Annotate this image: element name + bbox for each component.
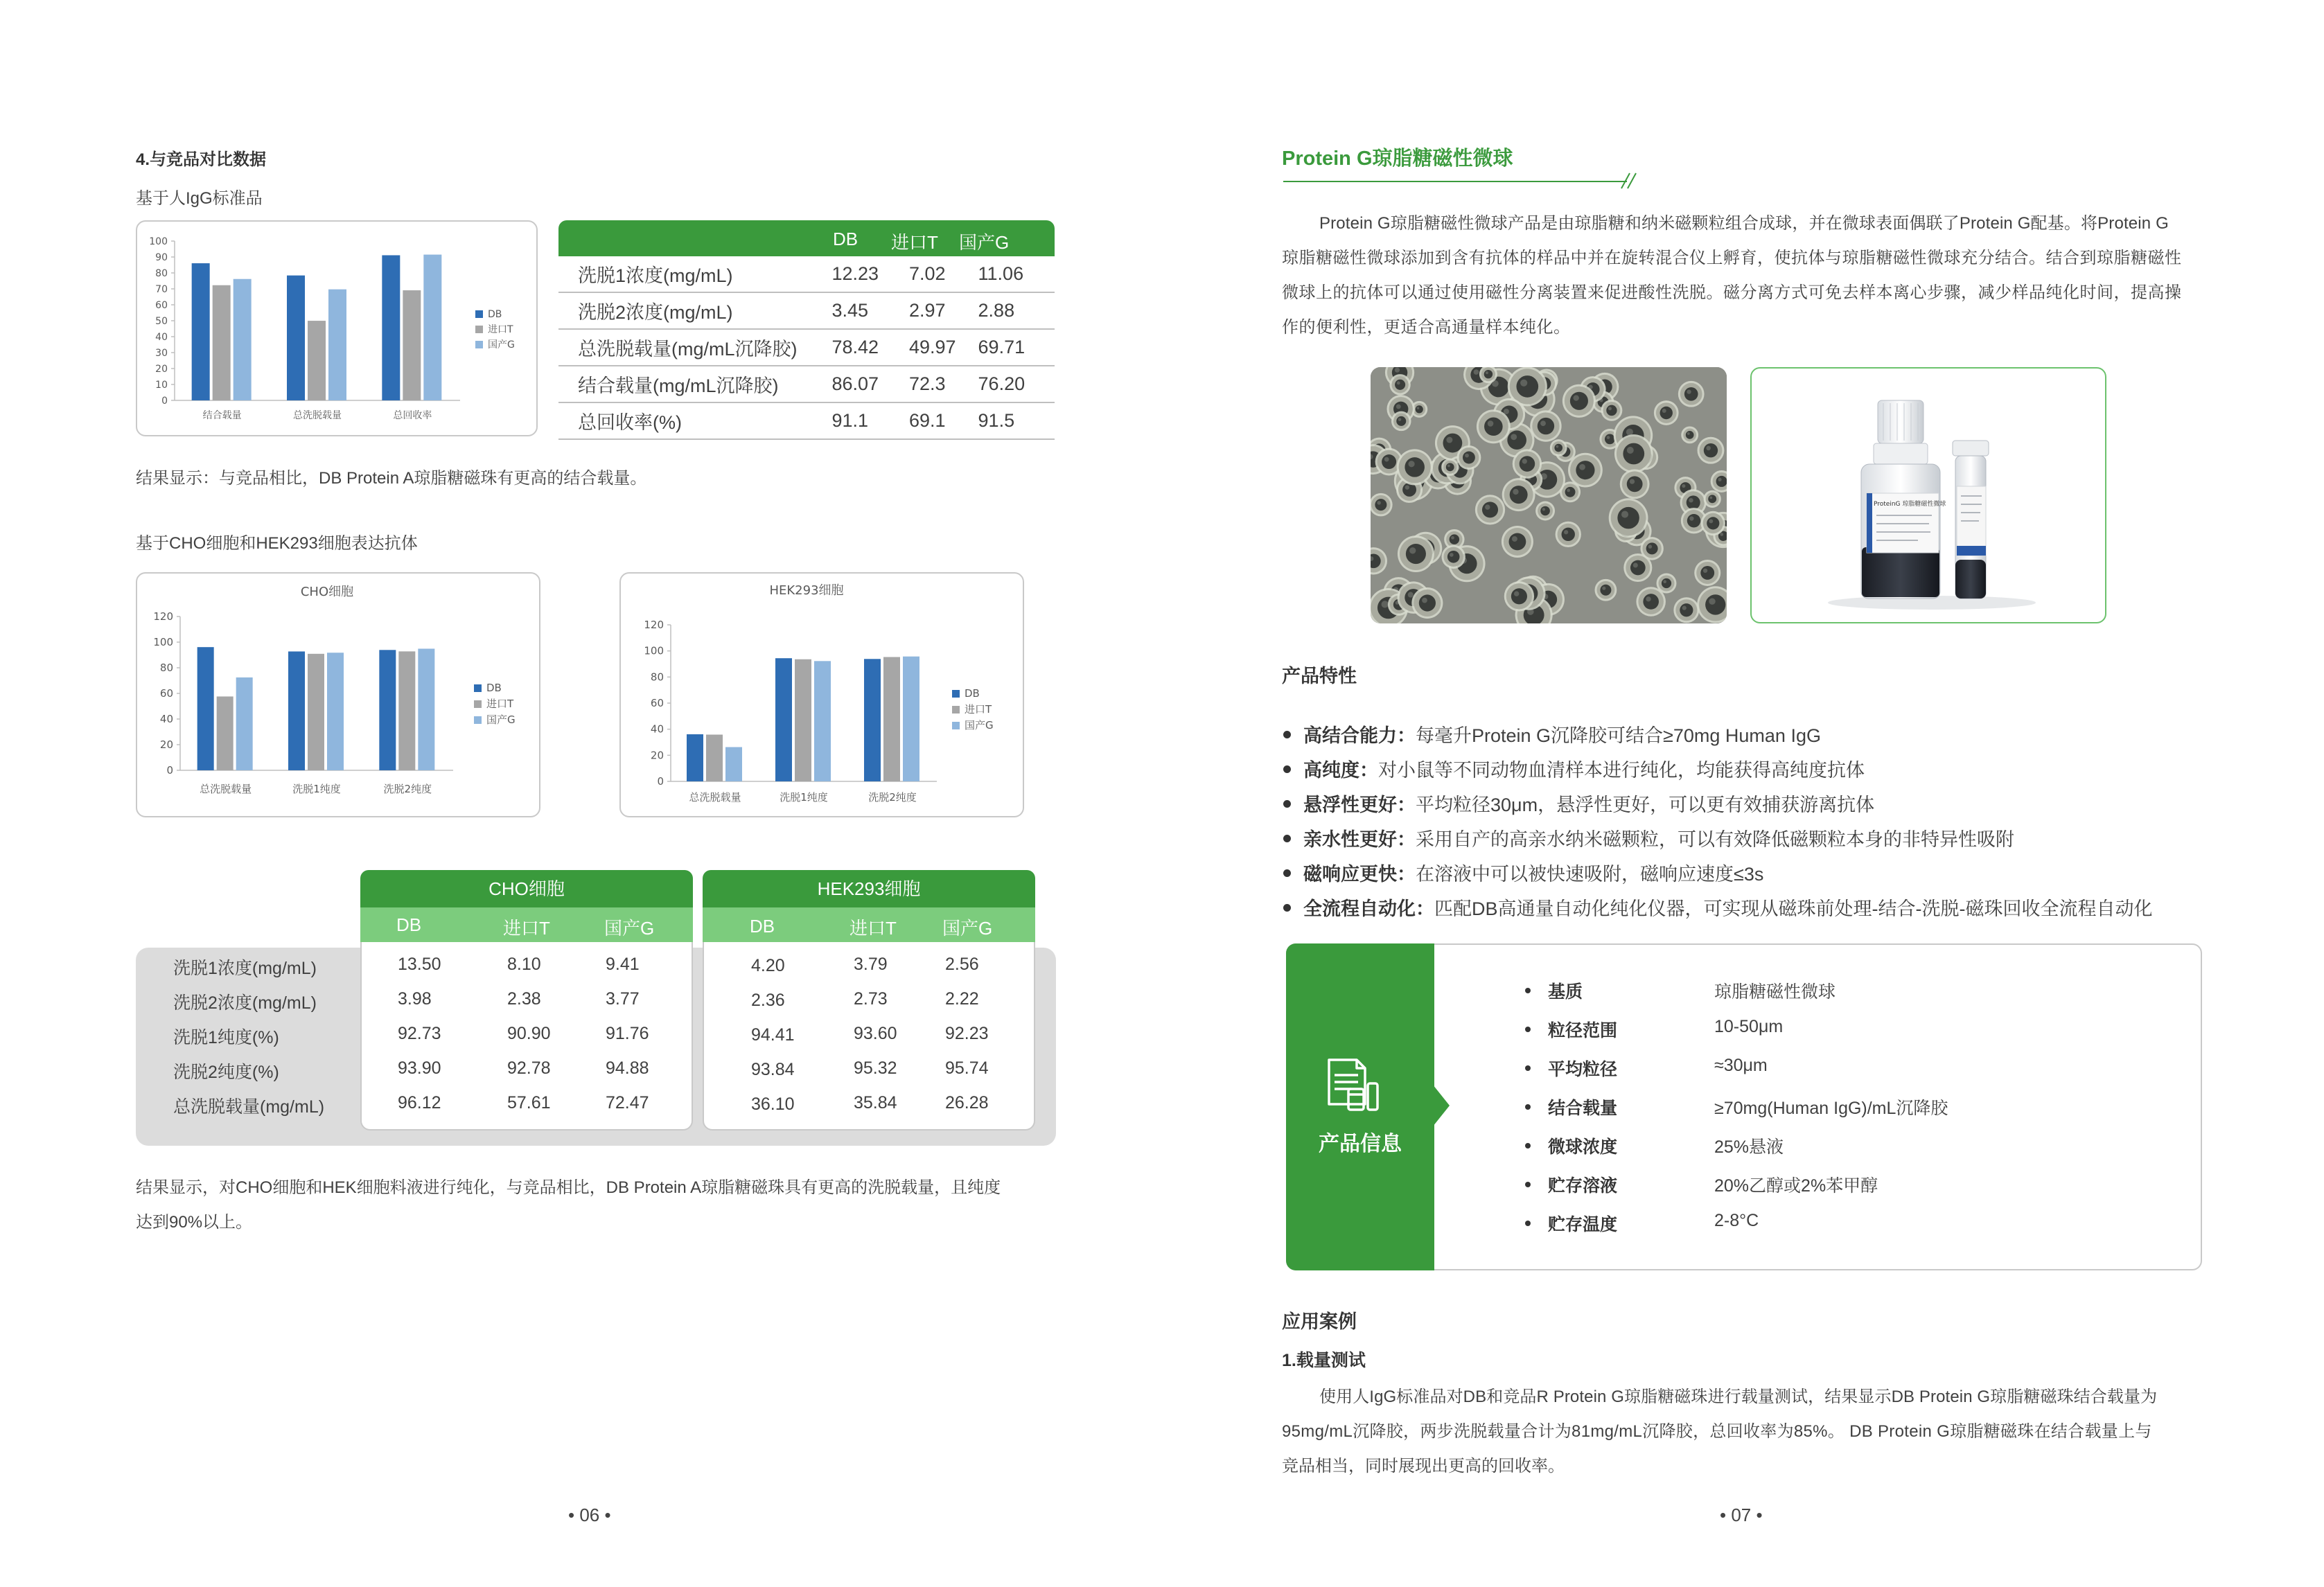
hek-header-domestic: 国产G (942, 918, 993, 939)
cho-table-title: CHO细胞 (360, 870, 693, 907)
bar-进口T (308, 654, 324, 770)
cell-value: 69.71 (978, 329, 1055, 366)
hek-cell-value: 36.10 (751, 1094, 795, 1114)
cell-value: 86.07 (831, 366, 908, 402)
microscope-image (1371, 367, 1727, 623)
y-tick-label: 60 (155, 300, 168, 311)
x-tick-label: 结合载量 (202, 410, 242, 421)
feature-key: 悬浮性更好： (1303, 795, 1416, 815)
legend-swatch (474, 716, 482, 724)
bar-进口T (217, 696, 234, 770)
igg-table-body (558, 256, 1055, 440)
y-tick-label: 20 (650, 749, 664, 762)
legend-label: DB (488, 309, 502, 320)
bar-DB (197, 647, 214, 770)
table-row (558, 256, 1055, 292)
legend-label: 国产G (486, 713, 516, 726)
table-row (558, 402, 1055, 439)
bar-进口T (795, 659, 811, 781)
cho-bar-chart (137, 574, 539, 816)
cell-value: 91.5 (978, 402, 1055, 439)
feature-key: 高纯度： (1303, 760, 1378, 781)
bottle-label-text: ProteinG 琼脂糖磁性微球 (1874, 501, 1946, 508)
app-text-line-2: 95mg/mL沉降胶，两步洗脱载量合计为81mg/mL沉降胶，总回收率为85%。 DB Protein G琼脂糖磁珠在结合载量上与 (1282, 1422, 2152, 1441)
hek-cell-value: 3.79 (854, 955, 888, 974)
legend-label: DB (486, 682, 502, 694)
bar-进口T (883, 657, 900, 781)
legend-label: 国产G (488, 339, 515, 351)
bullet-icon (1283, 904, 1291, 912)
cell-value: 2.88 (978, 292, 1055, 329)
igg-header-db: DB (833, 229, 859, 249)
table-row (558, 292, 1055, 329)
hek-cell-value: 92.23 (945, 1024, 989, 1043)
cell-value: 78.42 (831, 329, 908, 366)
info-key: 贮存温度 (1548, 1215, 1618, 1234)
bar-DB (687, 734, 703, 781)
x-tick-label: 总洗脱载量 (293, 410, 342, 421)
bar-DB (382, 255, 400, 400)
bottle-illustration (1752, 369, 2105, 622)
cho-cell-value: 3.77 (606, 989, 640, 1009)
x-tick-label: 总洗脱载量 (689, 791, 741, 804)
info-value: ≥70mg(Human IgG)/mL沉降胶 (1714, 1099, 1948, 1118)
bar-进口T (213, 285, 231, 400)
feature-value: 每毫升Protein G沉降胶可结合≥70mg Human IgG (1416, 725, 1821, 746)
chart-title: HEK293细胞 (769, 583, 844, 598)
cell-value: 3.45 (831, 292, 908, 329)
hek-cell-value: 35.84 (854, 1093, 897, 1112)
legend-label: 进口T (965, 703, 992, 716)
intro-line-1: Protein G琼脂糖磁性微球产品是由琼脂糖和纳米磁颗粒组合成球，并在微球表面偶联了Protein G配基。将Protein G (1319, 214, 2169, 233)
product-title: Protein G琼脂糖磁性微球 (1282, 148, 1513, 170)
info-arrow-icon (1433, 1085, 1451, 1126)
cho-cell-value: 72.47 (606, 1093, 649, 1112)
feature-key: 磁响应更快： (1303, 864, 1416, 885)
chart-title: CHO细胞 (300, 585, 354, 599)
bullet-icon (1525, 1027, 1531, 1032)
y-tick-label: 40 (159, 713, 173, 725)
cell-table-row-label: 洗脱1浓度(mg/mL) (173, 959, 317, 978)
y-tick-label: 80 (159, 662, 173, 674)
y-tick-label: 80 (650, 671, 664, 684)
hek-cell-value: 93.84 (751, 1060, 795, 1079)
legend-label: 进口T (488, 324, 513, 335)
y-tick-label: 0 (657, 775, 664, 788)
bullet-icon (1283, 835, 1291, 842)
feature-value: 对小鼠等不同动物血清样本进行纯化，均能获得高纯度抗体 (1378, 760, 1865, 781)
feature-value: 采用自产的高亲水纳米磁颗粒，可以有效降低磁颗粒本身的非特异性吸附 (1416, 829, 2014, 850)
hek-table-title: HEK293细胞 (703, 870, 1035, 907)
table-row (558, 329, 1055, 366)
info-key: 结合载量 (1548, 1099, 1618, 1118)
feature-value: 平均粒径30μm，悬浮性更好，可以更有效捕获游离抗体 (1416, 795, 1875, 815)
subtitle-cell: 基于CHO细胞和HEK293细胞表达抗体 (136, 534, 418, 553)
cho-cell-value: 2.38 (507, 989, 541, 1009)
igg-header-domestic: 国产G (959, 232, 1010, 253)
cell-value: 7.02 (908, 256, 978, 292)
cell-value: 49.97 (908, 329, 978, 366)
info-value: ≈30μm (1714, 1056, 1768, 1075)
y-tick-label: 90 (155, 252, 168, 263)
intro-line-4: 作的便利性，更适合高通量样本纯化。 (1282, 318, 1571, 337)
y-tick-label: 40 (155, 332, 168, 343)
x-tick-label: 洗脱2纯度 (868, 791, 917, 804)
bar-进口T (403, 290, 421, 400)
x-tick-label: 洗脱2纯度 (383, 783, 432, 795)
bar-国产G (814, 661, 831, 781)
info-key: 平均粒径 (1548, 1060, 1618, 1079)
y-tick-label: 20 (159, 738, 173, 751)
cho-cell-value: 94.88 (606, 1058, 649, 1078)
x-tick-label: 洗脱1纯度 (292, 783, 341, 795)
y-tick-label: 120 (153, 610, 173, 623)
cho-chart-card (136, 572, 540, 817)
y-tick-label: 80 (155, 268, 168, 279)
info-key: 微球浓度 (1548, 1137, 1618, 1157)
result-1: 结果显示：与竞品相比，DB Protein A琼脂糖磁珠有更高的结合载量。 (136, 469, 647, 488)
bullet-icon (1283, 800, 1291, 808)
info-key: 基质 (1548, 982, 1583, 1002)
hek-cell-value: 2.73 (854, 989, 888, 1009)
y-tick-label: 20 (155, 364, 168, 375)
y-tick-label: 40 (650, 722, 664, 736)
hek-cell-value: 94.41 (751, 1025, 795, 1045)
table-row (558, 366, 1055, 402)
bar-DB (287, 276, 305, 400)
y-tick-label: 0 (161, 396, 168, 407)
cho-cell-value: 92.78 (507, 1058, 551, 1078)
row-label: 总洗脱载量(mg/mL沉降胶) (558, 329, 831, 366)
bar-国产G (725, 747, 742, 781)
application-subtitle: 1.载量测试 (1282, 1351, 1366, 1370)
legend-swatch (952, 690, 960, 698)
legend-swatch (474, 684, 482, 692)
bar-国产G (423, 255, 441, 400)
hek-chart-card (619, 572, 1024, 817)
bar-国产G (327, 653, 344, 770)
cho-header-import: 进口T (503, 918, 550, 939)
feature-item (1283, 859, 1763, 886)
legend-swatch (475, 341, 483, 348)
bullet-icon (1283, 731, 1291, 738)
hek-cell-value: 93.60 (854, 1024, 897, 1043)
hek-cell-value: 4.20 (751, 956, 785, 975)
cho-cell-value: 13.50 (398, 955, 441, 974)
igg-bar-chart (137, 222, 536, 435)
cho-cell-value: 9.41 (606, 955, 640, 974)
microsphere-micrograph (1371, 367, 1727, 623)
y-tick-label: 50 (155, 316, 168, 327)
bar-国产G (903, 657, 919, 781)
legend-label: 进口T (486, 698, 514, 710)
x-tick-label: 总回收率 (393, 410, 432, 421)
bar-进口T (308, 321, 326, 400)
y-tick-label: 60 (650, 697, 664, 709)
intro-line-3: 微球上的抗体可以通过使用磁性分离装置来促进酸性洗脱。磁分离方式可免去样本离心步骤，减少样品纯化时间，提高操 (1282, 283, 2182, 302)
cell-value: 11.06 (978, 256, 1055, 292)
bar-DB (192, 263, 210, 400)
igg-header-import: 进口T (891, 232, 938, 253)
bar-DB (379, 650, 396, 770)
section-title: 4.与竞品对比数据 (136, 150, 267, 169)
hek-header-import: 进口T (850, 918, 897, 939)
legend-swatch (475, 310, 483, 318)
application-title: 应用案例 (1282, 1311, 1357, 1332)
cell-value: 72.3 (908, 366, 978, 402)
y-tick-label: 0 (166, 764, 173, 777)
feature-item (1283, 894, 2152, 921)
row-label: 洗脱1浓度(mg/mL) (558, 256, 831, 292)
result-2-line1: 结果显示，对CHO细胞和HEK细胞料液进行纯化，与竞品相比，DB Protein A琼脂糖磁珠具有更高的洗脱载量，且纯度 (136, 1178, 1001, 1197)
feature-item (1283, 755, 1865, 782)
bullet-icon (1525, 1104, 1531, 1110)
y-tick-label: 70 (155, 284, 168, 295)
hek-cell-value: 95.74 (945, 1058, 989, 1078)
hek-table-subheader (703, 907, 1035, 942)
y-tick-label: 100 (149, 236, 168, 247)
page-number-right: • 07 • (1720, 1505, 1763, 1525)
legend-label: DB (965, 687, 980, 700)
bar-DB (775, 658, 792, 781)
title-underline (1282, 163, 1642, 195)
hek-cell-value: 2.36 (751, 991, 785, 1010)
bullet-icon (1283, 765, 1291, 773)
y-tick-label: 100 (644, 644, 664, 657)
cell-value: 2.97 (908, 292, 978, 329)
product-photo (1750, 367, 2106, 623)
legend-label: 国产G (965, 719, 994, 732)
feature-key: 高结合能力： (1303, 725, 1416, 746)
feature-item (1283, 824, 2014, 851)
document-icon (1323, 1054, 1393, 1117)
feature-value: 在溶液中可以被快速吸附，磁响应速度≤3s (1416, 864, 1764, 885)
cell-table-row-label: 洗脱2浓度(mg/mL) (173, 993, 317, 1013)
info-value: 20%乙醇或2%苯甲醇 (1714, 1176, 1878, 1196)
subtitle-igg: 基于人IgG标准品 (136, 189, 263, 208)
bar-国产G (328, 290, 346, 400)
bullet-icon (1525, 1182, 1531, 1187)
feature-item (1283, 720, 1821, 747)
x-tick-label: 洗脱1纯度 (780, 791, 828, 804)
cell-value: 69.1 (908, 402, 978, 439)
hek-header-db: DB (750, 916, 775, 937)
bullet-icon (1525, 988, 1531, 993)
cho-cell-value: 93.90 (398, 1058, 441, 1078)
x-tick-label: 总洗脱载量 (200, 783, 252, 795)
product-info-title: 产品信息 (1319, 1133, 1402, 1155)
bar-国产G (234, 279, 252, 400)
cho-cell-value: 3.98 (398, 989, 432, 1009)
cho-header-db: DB (396, 914, 422, 935)
hek-cell-value: 26.28 (945, 1093, 989, 1112)
hek-bar-chart (621, 574, 1023, 816)
bar-DB (288, 651, 305, 770)
feature-value: 匹配DB高通量自动化纯化仪器，可实现从磁珠前处理-结合-洗脱-磁珠回收全流程自动化 (1434, 898, 2153, 919)
row-label: 结合载量(mg/mL沉降胶) (558, 366, 831, 402)
legend-swatch (952, 722, 960, 729)
info-value: 琼脂糖磁性微球 (1714, 982, 1836, 1002)
feature-item (1283, 790, 1874, 817)
hek-cell-value: 2.22 (945, 989, 979, 1009)
bullet-icon (1283, 869, 1291, 877)
bar-进口T (398, 651, 415, 770)
y-tick-label: 30 (155, 348, 168, 359)
legend-swatch (475, 326, 483, 333)
hek-cell-value: 95.32 (854, 1058, 897, 1078)
cho-cell-value: 92.73 (398, 1024, 441, 1043)
app-text-line-3: 竞品相当，同时展现出更高的回收率。 (1282, 1457, 1565, 1475)
bar-国产G (418, 648, 434, 770)
cell-table-row-label: 洗脱2纯度(%) (173, 1063, 279, 1082)
y-tick-label: 60 (159, 687, 173, 700)
info-value: 2-8°C (1714, 1211, 1759, 1230)
cho-table-subheader (360, 907, 693, 942)
bullet-icon (1525, 1065, 1531, 1071)
info-value: 25%悬液 (1714, 1137, 1784, 1157)
igg-chart-card (136, 220, 538, 436)
hek-cell-value: 2.56 (945, 955, 979, 974)
app-text-line-1: 使用人IgG标准品对DB和竞品R Protein G琼脂糖磁珠进行载量测试，结果显示DB Protein G琼脂糖磁珠结合载量为 (1319, 1387, 2158, 1406)
feature-key: 全流程自动化： (1303, 898, 1434, 919)
cho-cell-value: 96.12 (398, 1093, 441, 1112)
cho-cell-value: 8.10 (507, 955, 541, 974)
cell-table-row-label: 总洗脱载量(mg/mL) (173, 1097, 325, 1117)
igg-table (558, 220, 1055, 440)
info-value: 10-50μm (1714, 1017, 1784, 1036)
info-key: 贮存溶液 (1548, 1176, 1618, 1196)
cho-cell-value: 57.61 (507, 1093, 551, 1112)
intro-line-2: 琼脂糖磁性微球添加到含有抗体的样品中并在旋转混合仪上孵育，使抗体与琼脂糖磁性微球充分结合。结合到琼脂糖磁性 (1282, 249, 2182, 267)
info-key: 粒径范围 (1548, 1021, 1618, 1040)
legend-swatch (474, 700, 482, 708)
cell-table-row-label: 洗脱1纯度(%) (173, 1028, 279, 1047)
bar-国产G (236, 677, 253, 770)
bullet-icon (1525, 1221, 1531, 1226)
legend-swatch (952, 706, 960, 713)
bullet-icon (1525, 1143, 1531, 1149)
features-title: 产品特性 (1282, 666, 1357, 686)
cho-cell-value: 90.90 (507, 1024, 551, 1043)
bar-进口T (706, 735, 723, 781)
result-2-line2: 达到90%以上。 (136, 1213, 253, 1232)
y-tick-label: 120 (644, 619, 664, 631)
y-tick-label: 10 (155, 380, 168, 391)
y-tick-label: 100 (153, 636, 173, 648)
cell-value: 12.23 (831, 256, 908, 292)
cho-header-domestic: 国产G (604, 918, 655, 939)
feature-key: 亲水性更好： (1303, 829, 1416, 850)
row-label: 总回收率(%) (558, 402, 831, 439)
cho-cell-value: 91.76 (606, 1024, 649, 1043)
bar-DB (864, 659, 881, 781)
igg-table-header (558, 220, 1055, 256)
row-label: 洗脱2浓度(mg/mL) (558, 292, 831, 329)
cell-value: 91.1 (831, 402, 908, 439)
cell-value: 76.20 (978, 366, 1055, 402)
page-number-left: • 06 • (568, 1505, 611, 1525)
